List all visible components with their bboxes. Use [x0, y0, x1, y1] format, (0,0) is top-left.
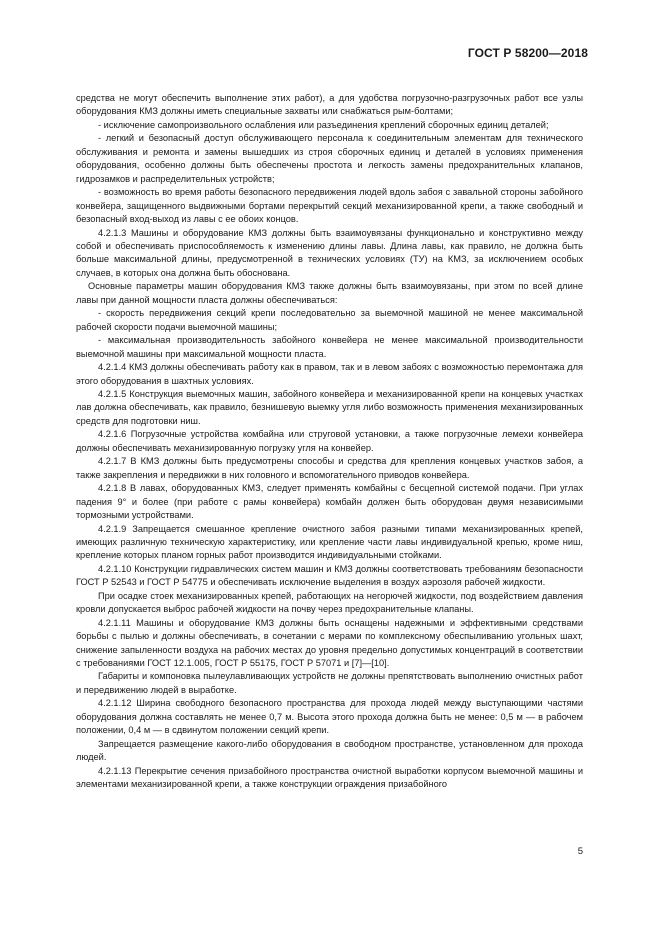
list-item: - исключение самопроизвольного ослабления или разъединения креплений сборочных единиц деталей; [98, 119, 549, 130]
list-item: - легкий и безопасный доступ обслуживающего персонала к соединительным элементам для технического обслуживания и ремонта и замены вышедших из строя сборочных единиц и деталей в условиях применения оборудования, особенно должны быть обеспечены простота и легкость замены предохранительных клапанов, гидрозамков и распределительных устройств; [76, 133, 583, 184]
clause-4-2-1-11: 4.2.1.11 Машины и оборудование КМЗ должны быть оснащены надежными и эффективными средствами борьбы с пылью и должны обеспечивать, в сочетании с мерами по комплексному обеспыливанию угольных шахт, снижение запыленности воздуха на рабочих местах до уровня предельно допустимых концентраций в соответствии с требованиями ГОСТ 12.1.005, ГОСТ Р 55175, ГОСТ Р 57071 и [7]—[10]. [76, 617, 583, 669]
list-item: - возможность во время работы безопасного передвижения людей вдоль забоя с завальной стороны забойного конвейера, защищенного выдвижными бортами перекрытий секций механизированной крепи, а также свободный и безопасный вход-выход из лавы с ее обоих концов. [76, 187, 583, 225]
paragraph: средства не могут обеспечить выполнение этих работ), а для удобства погрузочно-разгрузочных работ все узлы оборудования КМЗ должны иметь специальные захваты или снабжаться рым-болтами; [76, 93, 583, 117]
clause-4-2-1-6: 4.2.1.6 Погрузочные устройства комбайна или струговой установки, а также погрузочные лемехи конвейера должны обеспечивать механизированную погрузку угля на конвейер. [76, 429, 583, 453]
document-body [76, 92, 583, 792]
paragraph: Запрещается размещение какого-либо оборудования в свободном пространстве, установленном для прохода людей. [76, 738, 583, 763]
paragraph: При осадке стоек механизированных крепей, работающих на негорючей жидкости, под воздействием давления кровли допускается выброс рабочей жидкости на почву через предохранительные клапаны. [76, 590, 583, 615]
list-item: - скорость передвижения секций крепи последовательно за выемочной машиной не менее максимальной рабочей скорости подачи выемочной машины; [76, 308, 583, 332]
page-number: 5 [577, 846, 583, 857]
clause-4-2-1-7: 4.2.1.7 В КМЗ должны быть предусмотрены способы и средства для крепления концевых участков забоя, а также закрепления и передвижки в них головного и вспомогательного приводов конвейера. [76, 456, 583, 480]
clause-4-2-1-5: 4.2.1.5 Конструкция выемочных машин, забойного конвейера и механизированной крепи на концевых участках лав должна обеспечивать, как правило, безнишевую выемку угля либо возможность применения механизированных средств для подготовки ниш. [76, 388, 583, 426]
standard-code-header: ГОСТ Р 58200—2018 [467, 46, 588, 60]
clause-4-2-1-13: 4.2.1.13 Перекрытие сечения призабойного пространства очистной выработки корпусом выемочной машины и элементами механизированной крепи, а также конструкции ограждения призабойного [76, 765, 583, 790]
clause-4-2-1-4: 4.2.1.4 КМЗ должны обеспечивать работу как в правом, так и в левом забоях с возможностью перемонтажа для этого оборудования в шахтных условиях. [76, 362, 583, 386]
list-item: - максимальная производительность забойного конвейера не менее максимальной производительности выемочной машины при максимальной мощности пласта. [76, 335, 583, 359]
clause-4-2-1-9: 4.2.1.9 Запрещается смешанное крепление очистного забоя разными типами механизированных крепей, имеющих различную техническую характеристику, или крепление части лавы индивидуальной крепью, кроме ниш, крепление которых планом горных работ производится индивидуальными стойками. [76, 523, 583, 561]
clause-4-2-1-12: 4.2.1.12 Ширина свободного безопасного пространства для прохода людей между выступающими частями оборудования должна составлять не менее 0,7 м. Высота этого прохода должна быть не менее: 0,5 м — в рабочем положении, 0,4 м — в сдвинутом положении секций крепи. [76, 698, 583, 736]
clause-4-2-1-3: 4.2.1.3 Машины и оборудование КМЗ должны быть взаимоувязаны функционально и конструктивно между собой и обеспечивать приспособляемость к изменению длины лавы. Длина лавы, как правило, не должна быть больше максимальной длины, предусмотренной в технических условиях (ТУ) на КМЗ, за исключением особых случаев, в которых она должна быть обоснована. [76, 227, 583, 278]
paragraph: Габариты и компоновка пылеулавливающих устройств не должны препятствовать выполнению очистных работ и передвижению людей в выработке. [76, 671, 583, 695]
clause-4-2-1-8: 4.2.1.8 В лавах, оборудованных КМЗ, следует применять комбайны с бесцепной системой подачи. При углах падения 9° и более (при работе с рамы конвейера) комбайн должен быть оборудован двумя независимыми тормозными устройствами. [76, 483, 583, 521]
clause-4-2-1-10: 4.2.1.10 Конструкции гидравлических систем машин и КМЗ должны соответствовать требованиям безопасности ГОСТ Р 52543 и ГОСТ Р 54775 и обеспечивать исключение выделения в воздух аэрозоля рабочей жидкости. [76, 563, 583, 588]
paragraph: Основные параметры машин оборудования КМЗ также должны быть взаимоувязаны, при этом по всей длине лавы при данной мощности пласта должны обеспечиваться: [76, 281, 583, 305]
